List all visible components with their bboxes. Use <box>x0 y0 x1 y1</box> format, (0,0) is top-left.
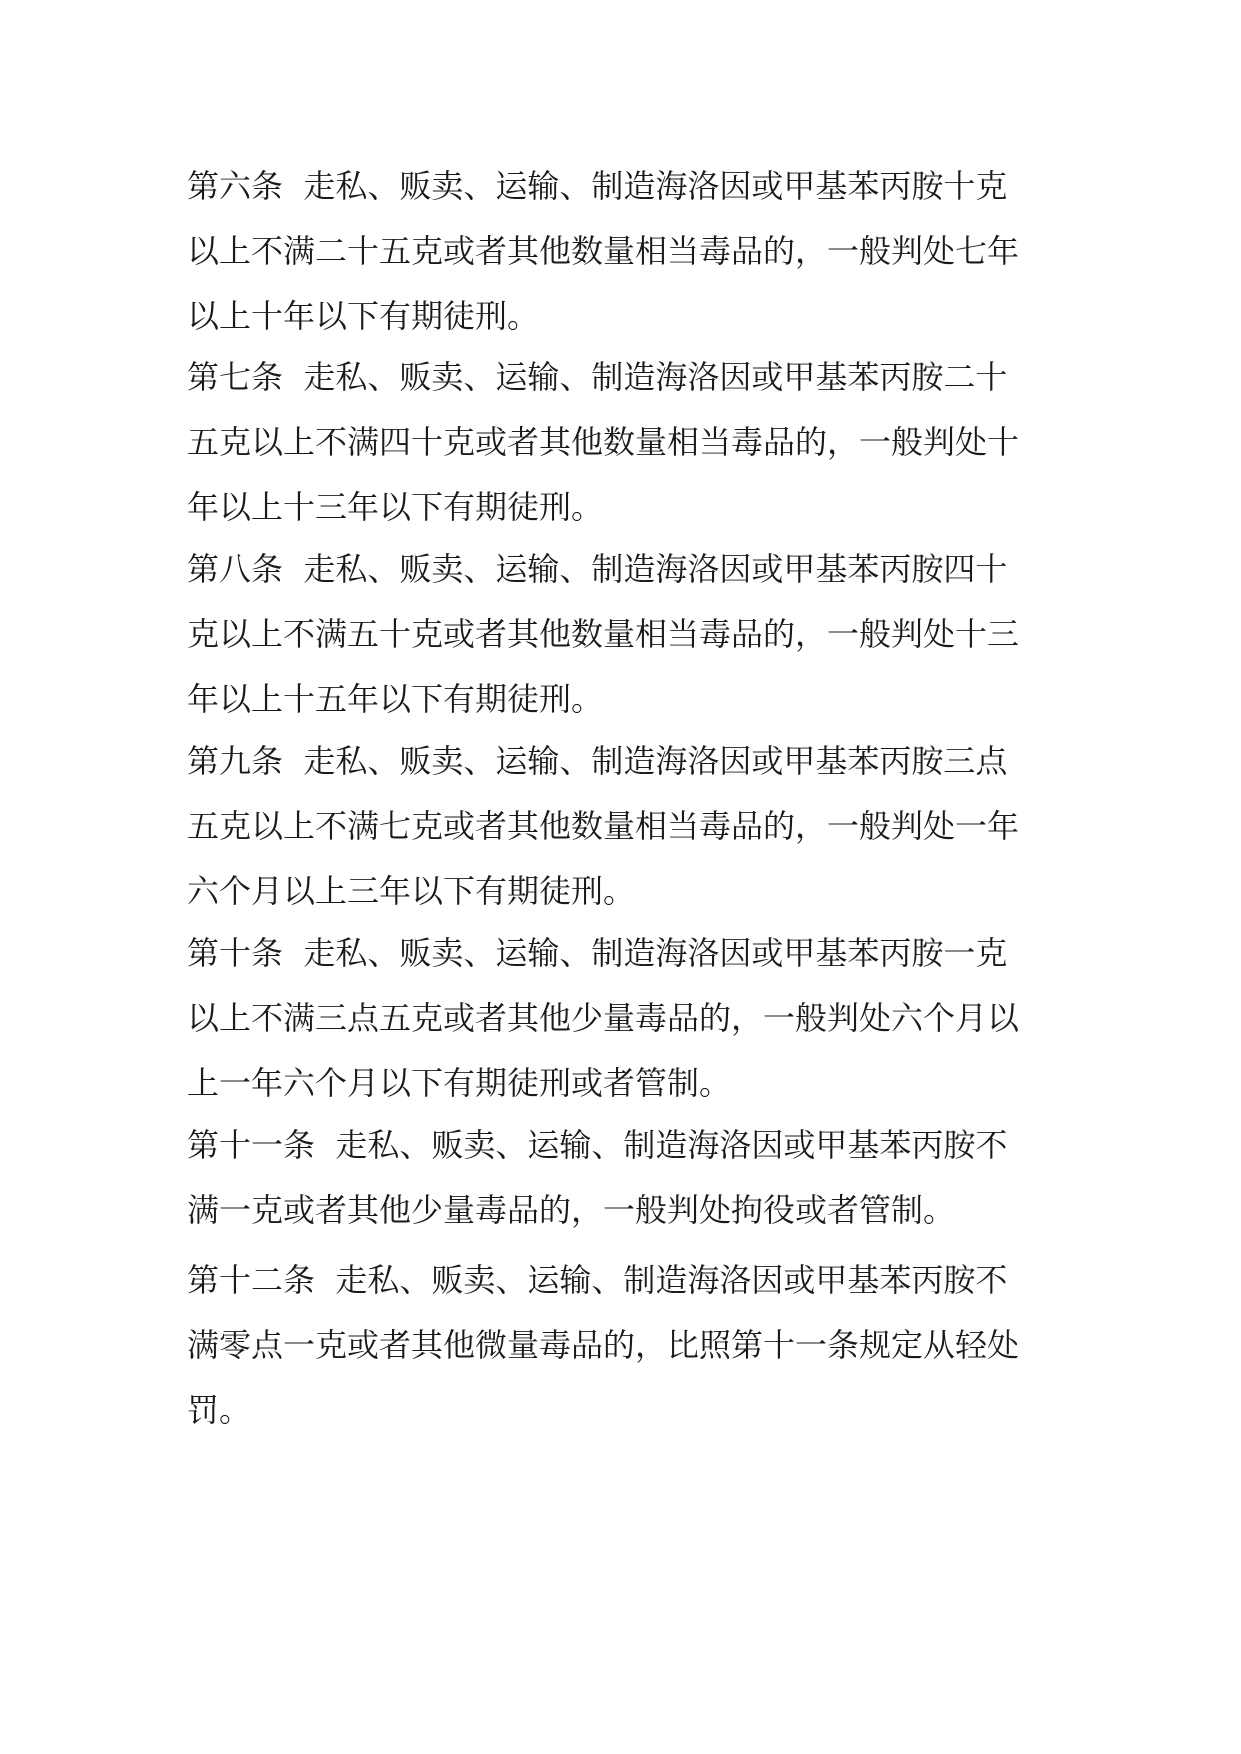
article-number: 第七条 <box>187 358 284 396</box>
article-first-line <box>187 537 1067 602</box>
article-first-line <box>187 1248 1067 1313</box>
article-text: 走私、贩卖、运输、制造海洛因或甲基苯丙胺不 <box>335 1261 1008 1299</box>
article-text: 走私、贩卖、运输、制造海洛因或甲基苯丙胺十克 <box>303 167 1008 205</box>
article-first-line <box>187 729 1067 794</box>
article-line: 五克以上不满七克或者其他数量相当毒品的，一般判处一年 <box>187 807 1020 845</box>
article-text: 走私、贩卖、运输、制造海洛因或甲基苯丙胺二十 <box>303 358 1008 396</box>
article-text: 走私、贩卖、运输、制造海洛因或甲基苯丙胺不 <box>335 1126 1008 1164</box>
article-9 <box>187 729 1067 924</box>
article-number: 第六条 <box>187 167 284 205</box>
article-7 <box>187 345 1067 540</box>
article-line: 以上不满三点五克或者其他少量毒品的，一般判处六个月以 <box>187 999 1020 1037</box>
article-line: 满一克或者其他少量毒品的，一般判处拘役或者管制。 <box>187 1191 956 1229</box>
article-first-line <box>187 154 1067 219</box>
article-text: 走私、贩卖、运输、制造海洛因或甲基苯丙胺四十 <box>303 550 1008 588</box>
article-first-line <box>187 1113 1067 1178</box>
article-11 <box>187 1113 1067 1243</box>
article-line: 以上十年以下有期徒刑。 <box>187 297 540 335</box>
article-number: 第十一条 <box>187 1126 316 1164</box>
article-line: 年以上十三年以下有期徒刑。 <box>187 488 604 526</box>
article-12 <box>187 1248 1067 1443</box>
article-10 <box>187 921 1067 1116</box>
article-line: 六个月以上三年以下有期徒刑。 <box>187 872 636 910</box>
article-line: 罚。 <box>187 1391 252 1429</box>
article-number: 第十条 <box>187 934 284 972</box>
article-number: 第九条 <box>187 742 284 780</box>
article-first-line <box>187 921 1067 986</box>
article-number: 第十二条 <box>187 1261 316 1299</box>
article-line: 满零点一克或者其他微量毒品的，比照第十一条规定从轻处 <box>187 1326 1020 1364</box>
article-line: 五克以上不满四十克或者其他数量相当毒品的，一般判处十 <box>187 423 1020 461</box>
article-line: 克以上不满五十克或者其他数量相当毒品的，一般判处十三 <box>187 615 1020 653</box>
article-first-line <box>187 345 1067 410</box>
article-number: 第八条 <box>187 550 284 588</box>
article-text: 走私、贩卖、运输、制造海洛因或甲基苯丙胺三点 <box>303 742 1008 780</box>
article-line: 年以上十五年以下有期徒刑。 <box>187 680 604 718</box>
article-6 <box>187 154 1067 349</box>
article-text: 走私、贩卖、运输、制造海洛因或甲基苯丙胺一克 <box>303 934 1008 972</box>
article-line: 以上不满二十五克或者其他数量相当毒品的，一般判处七年 <box>187 232 1020 270</box>
article-8 <box>187 537 1067 732</box>
article-line: 上一年六个月以下有期徒刑或者管制。 <box>187 1064 732 1102</box>
